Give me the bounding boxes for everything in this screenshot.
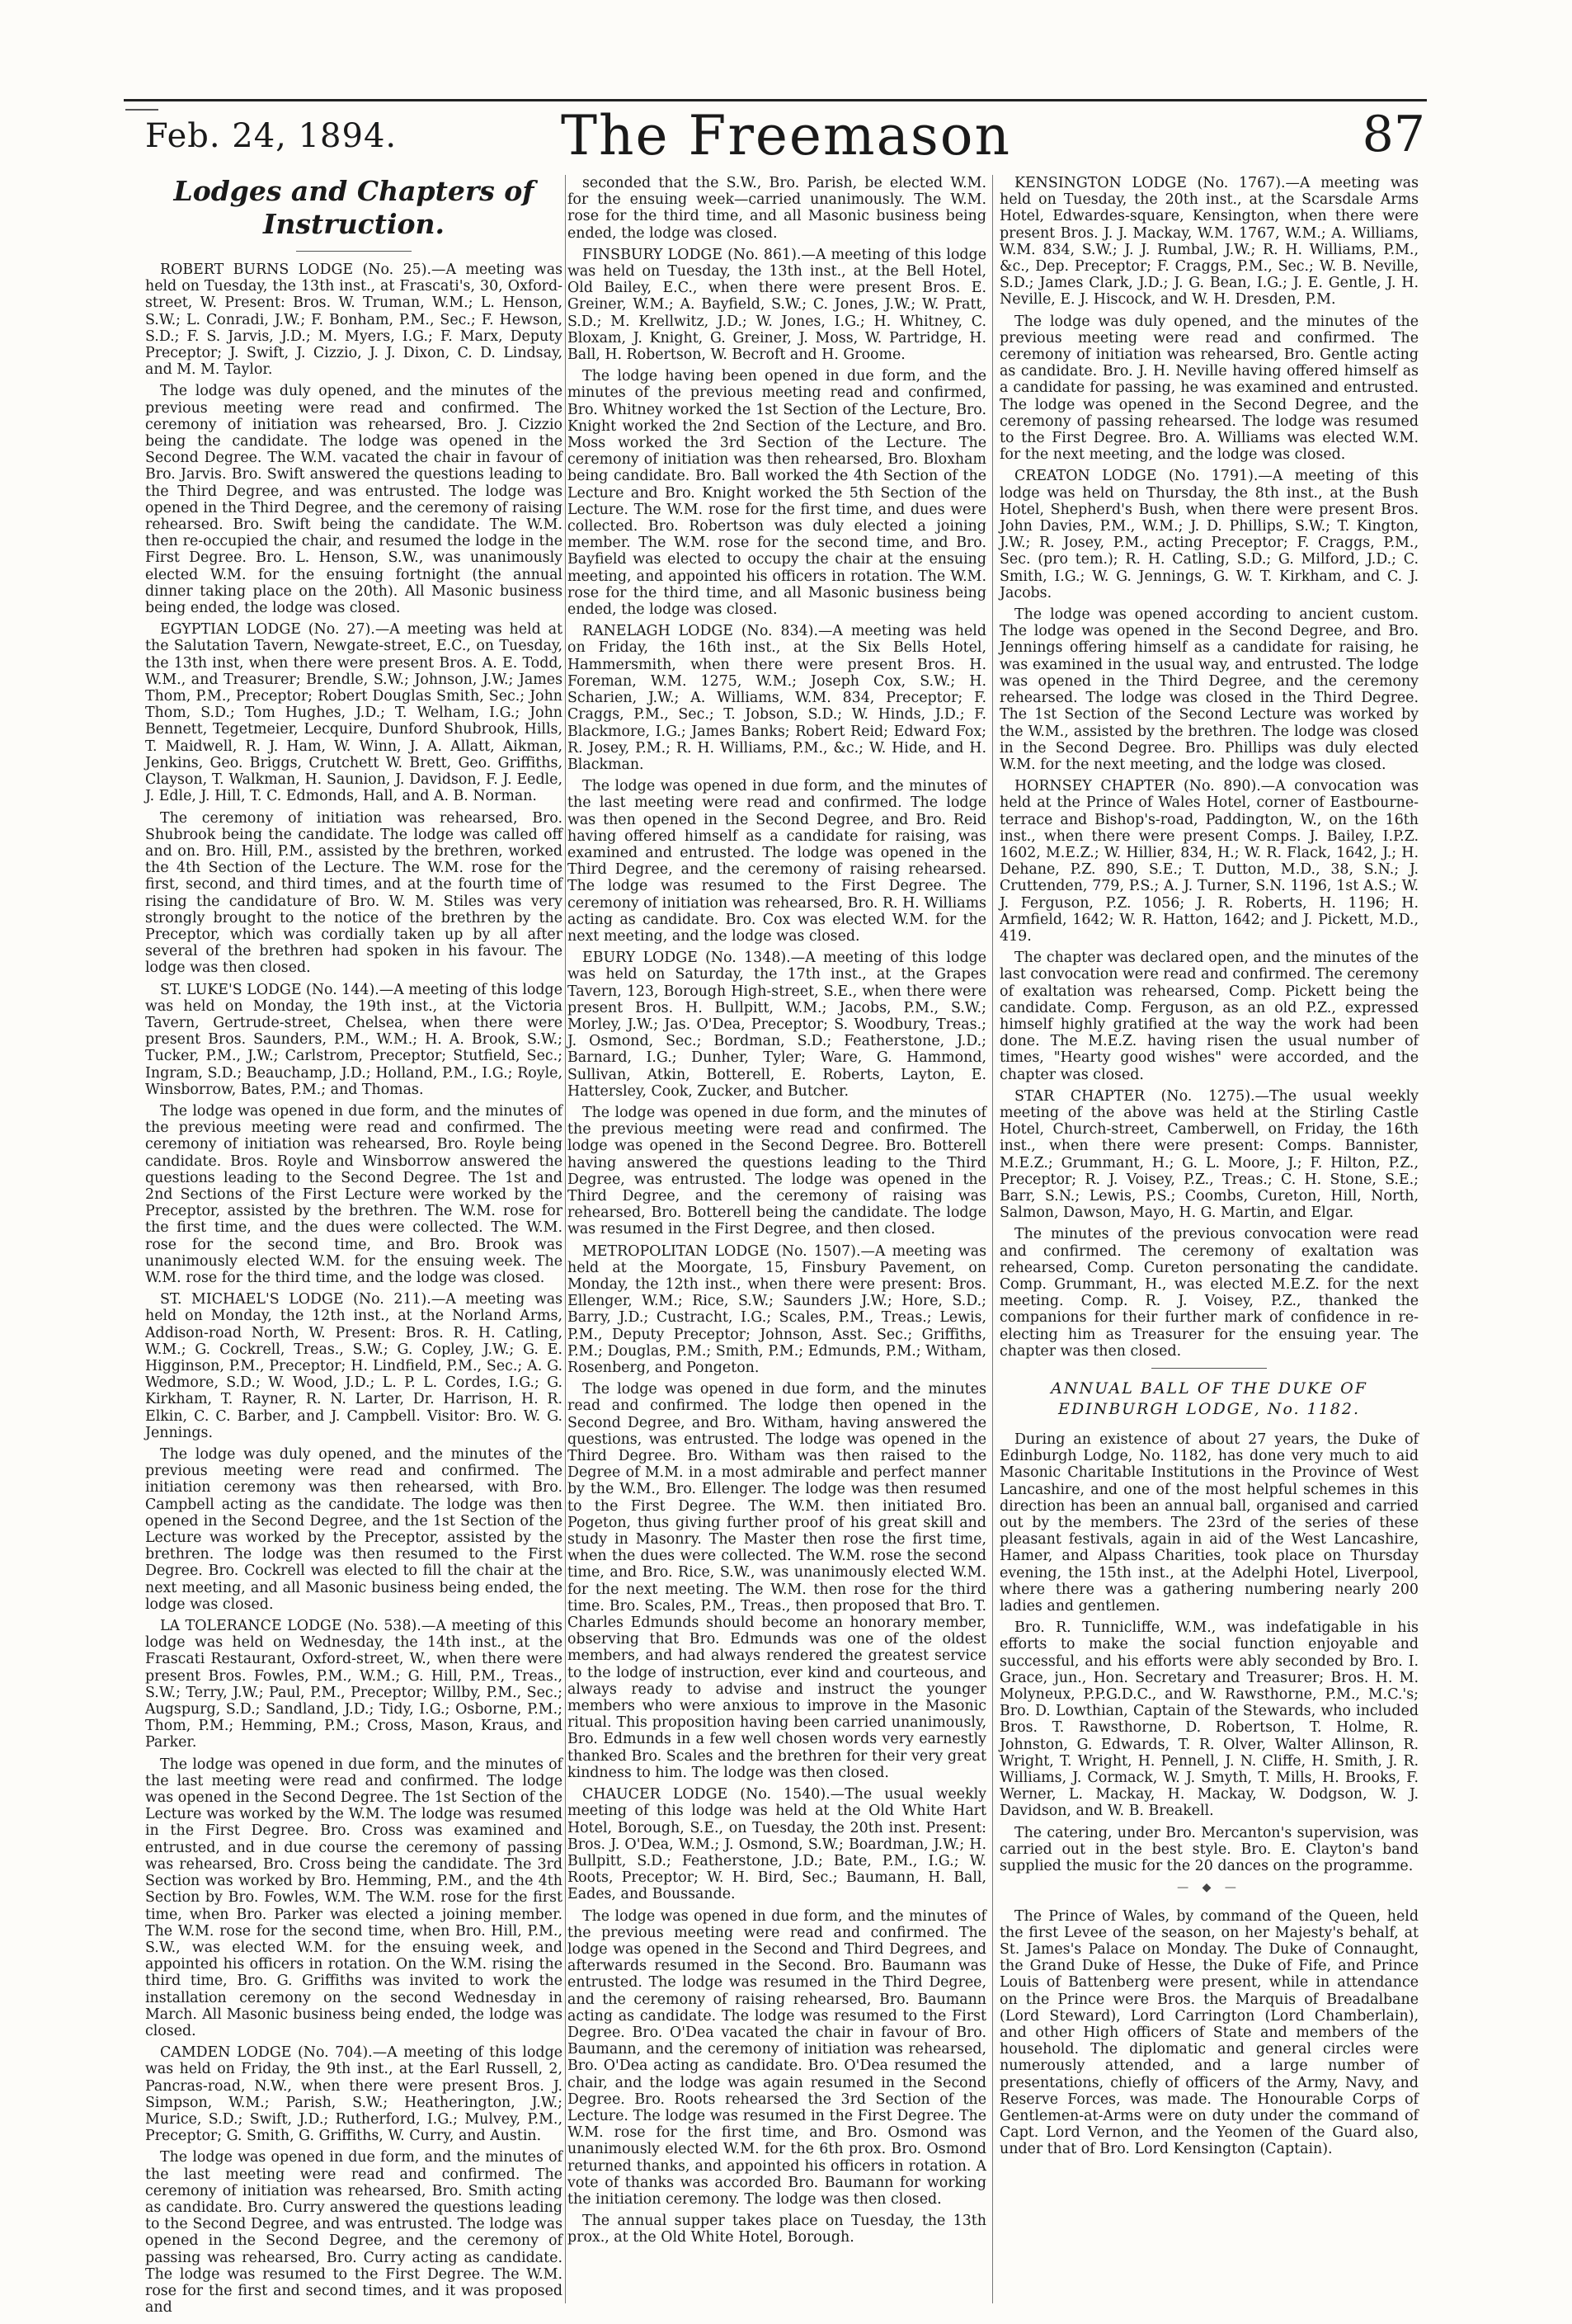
ball-divider	[1151, 1368, 1267, 1369]
article-paragraph: EBURY LODGE (No. 1348).—A meeting of this lodge was held on Saturday, the 17th inst., at the Grapes Tavern, 123, Borough High-street, S.E., when there were present Bros. H. Bullpitt, W.M.; Jacobs, P.M., S.W.; Morley, J.W.; Jas. O'Dea, Preceptor; S. Woodbury, Treas.; J. Osmond, Sec.; Bordman, S.D.; Featherstone, J.D.; Barnard, I.G.; Dunher, Tyler; Ware, G. Hammond, Sullivan, Atkin, Botterell, E. Roberts, Layton, E. Hattersley, Cook, Zucker, and Butcher.	[567, 950, 986, 1100]
column-3	[1000, 175, 1419, 2163]
ball-article-title	[1000, 1379, 1419, 1420]
section-title: Lodges and Chapters of Instruction.	[173, 175, 534, 240]
article-paragraph: The lodge was duly opened, and the minutes of the previous meeting were read and confirmed. The ceremony of initiation was rehearsed, Bro. Gentle acting as candidate. Bro. J. H. Neville having offered himself as a candidate for passing, he was examined and entrusted. The lodge was opened in the Second Degree, and the ceremony of passing rehearsed. The lodge was resumed to the First Degree. Bro. A. Williams was elected W.M. for the next meeting, and the lodge was closed.	[1000, 313, 1419, 464]
article-paragraph: The lodge was opened in due form, and the minutes of the last meeting were read and confirmed. The lodge was opened in the Second Degree. The 1st Section of the Lecture was worked by the W.M. The lodge was resumed in the First Degree. Bro. Cross was examined and entrusted, and in due course the ceremony of passing was rehearsed, Bro. Cross being the candidate. The 3rd Section was worked by Bro. Hemming, P.M., and the 4th Section by Bro. Fowles, W.M. The W.M. rose for the first time, when Bro. Parker was elected a joining member. The W.M. rose for the second time, when Bro. Hill, P.M., S.W., was elected W.M. for the ensuing week, and appointed his officers in rotation. On the W.M. rising the third time, Bro. G. Griffiths was invited to work the installation ceremony on the second Wednesday in March. All Masonic business being ended, the lodge was closed.	[145, 1756, 562, 2039]
article-paragraph: The lodge having been opened in due form, and the minutes of the previous meeting read and confirmed, Bro. Whitney worked the 1st Section of the Lecture, Bro. Knight worked the 2nd Section of the Lecture, and Bro. Moss worked the 3rd Section of the Lecture. The ceremony of initiation was then rehearsed, Bro. Bloxham being candidate. Bro. Ball worked the 4th Section of the Lecture and Bro. Knight worked the 5th Section of the Lecture. The W.M. rose for the first time, and dues were collected. Bro. Robertson was duly elected a joining member. The W.M. rose for the second time, and Bro. Bayfield was elected to occupy the chair at the ensuing meeting, and appointed his officers in rotation. The W.M. rose for the third time, and all Masonic business being ended, the lodge was closed.	[567, 368, 986, 619]
article-paragraph: The annual supper takes place on Tuesday, the 13th prox., at the Old White Hotel, Borough.	[567, 2213, 986, 2246]
column-rule-2	[992, 175, 993, 2303]
article-paragraph: ST. MICHAEL'S LODGE (No. 211).—A meeting was held on Monday, the 12th inst., at the Norland Arms, Addison-road North, W. Present: Bros. R. H. Catling, W.M.; G. Cockrell, Treas., S.W.; G. Copley, J.W.; G. E. Higginson, P.M., Preceptor; H. Lindfield, P.M., Sec.; A. G. Wedmore, S.D.; W. Wood, J.D.; L. P. L. Cordes, I.G.; G. Kirkham, T. Rayner, R. N. Larter, Dr. Harrison, H. R. Elkin, C. C. Barber, and J. Campbell. Visitor: Bro. W. G. Jennings.	[145, 1291, 562, 1441]
page-number: 87	[1362, 106, 1425, 163]
article-paragraph: The lodge was opened in due form, and the minutes of the previous meeting were read and confirmed. The lodge was opened in the Second Degree. Bro. Botterell having answered the questions leading to the Third Degree, was entrusted. The lodge was opened in the Third Degree, and the ceremony of raising was rehearsed, Bro. Botterell being the candidate. The lodge was resumed in the First Degree, and then closed.	[567, 1104, 986, 1238]
title-divider	[296, 251, 412, 252]
article-paragraph: The lodge was opened in due form, and the minutes of the previous meeting were read and confirmed. The lodge was opened in the Second and Third Degrees, and afterwards resumed in the Second. Bro. Baumann was entrusted. The lodge was resumed in the Third Degree, and the ceremony of raising rehearsed, Bro. Baumann acting as candidate. The lodge was resumed to the First Degree. Bro. O'Dea vacated the chair in favour of Bro. Baumann, and the ceremony of initiation was rehearsed, Bro. O'Dea acting as candidate. Bro. O'Dea resumed the chair, and the lodge was again resumed in the Second Degree. Bro. Roots rehearsed the 3rd Section of the Lecture. The lodge was resumed in the First Degree. The W.M. rose for the first time, and Bro. Osmond was unanimously elected W.M. for the 6th prox. Bro. Osmond returned thanks, and appointed his officers in rotation. A vote of thanks was accorded Bro. Baumann for working the initiation ceremony. The lodge was then closed.	[567, 1907, 986, 2208]
article-paragraph: ST. LUKE'S LODGE (No. 144).—A meeting of this lodge was held on Monday, the 19th inst., at the Victoria Tavern, Gertrude-street, Chelsea, when there were present Bros. Saunders, P.M., W.M.; H. A. Brook, S.W.; Tucker, P.M., J.W.; Carlstrom, Preceptor; Stutfield, Sec.; Ingram, S.D.; Beauchamp, J.D.; Holland, P.M., I.G.; Royle, Winsborrow, Bates, P.M.; and Thomas.	[145, 981, 562, 1098]
article-paragraph: LA TOLERANCE LODGE (No. 538).—A meeting of this lodge was held on Wednesday, the 14th inst., at the Frascati Restaurant, Oxford-street, W., when there were present Bros. Fowles, P.M., W.M.; G. Hill, P.M., Treas., S.W.; Terry, J.W.; Paul, P.M., Preceptor; Willby, P.M., Sec.; Augspurg, S.D.; Sandland, J.D.; Tidy, I.G.; Osborne, P.M.; Thom, P.M.; Hemming, P.M.; Cross, Mason, Kraus, and Parker.	[145, 1618, 562, 1751]
masthead-title: The Freemason	[560, 104, 1012, 167]
column-1	[145, 175, 562, 2321]
article-paragraph: RANELAGH LODGE (No. 834).—A meeting was held on Friday, the 16th inst., at the Six Bells Hotel, Hammersmith, when there were present Bros. H. Foreman, W.M. 1275, W.M.; Joseph Cox, S.W.; H. Scharien, J.W.; A. Williams, W.M. 834, Preceptor; F. Craggs, P.M., Sec.; T. Jobson, S.D.; W. Hinds, J.D.; F. Blackmore, I.G.; James Banks; Robert Reid; Edward Fox; R. Josey, P.M.; R. H. Williams, P.M., &c.; W. Hide, and H. Blackman.	[567, 623, 986, 773]
ball-title-line-2: EDINBURGH LODGE, No. 1182.	[1057, 1400, 1361, 1419]
article-paragraph: The lodge was duly opened, and the minutes of the previous meeting were read and confirmed. The ceremony of initiation was rehearsed, Bro. J. Cizzio being the candidate. The lodge was opened in the Second Degree. The W.M. vacated the chair in favour of Bro. Jarvis. Bro. Swift answered the questions leading to the Third Degree, and was entrusted. The lodge was opened in the Third Degree, and the ceremony of raising rehearsed. Bro. Swift being the candidate. The W.M. then re-occupied the chair, and resumed the lodge in the First Degree. Bro. L. Henson, S.W., was unanimously elected W.M. for the ensuing fortnight (the annual dinner taking place on the 20th). All Masonic business being ended, the lodge was closed.	[145, 383, 562, 617]
article-paragraph: The chapter was declared open, and the minutes of the last convocation were read and confirmed. The ceremony of exaltation was rehearsed, Comp. Pickett being the candidate. Comp. Ferguson, as an old P.Z., expressed himself highly gratified at the way the work had been done. The M.E.Z. having risen the usual number of times, "Hearty good wishes" were accorded, and the chapter was closed.	[1000, 950, 1419, 1083]
article-paragraph: The lodge was opened according to ancient custom. The lodge was opened in the Second Degree, and Bro. Jennings offering himself as a candidate for raising, he was examined in the usual way, and entrusted. The lodge was opened in the Third Degree, and the ceremony rehearsed. The lodge was closed in the Third Degree. The 1st Section of the Second Lecture was worked by the W.M., assisted by the brethren. The lodge was closed in the Second Degree. Bro. Phillips was duly elected W.M. for the next meeting, and the lodge was closed.	[1000, 606, 1419, 773]
article-paragraph: The catering, under Bro. Mercanton's supervision, was carried out in the best style. Bro. E. Clayton's band supplied the music for the 20 dances on the programme.	[1000, 1824, 1419, 1875]
issue-date: Feb. 24, 1894.	[145, 117, 398, 155]
ball-title-line-1: ANNUAL BALL OF THE DUKE OF	[1051, 1379, 1367, 1398]
article-paragraph: METROPOLITAN LODGE (No. 1507).—A meeting was held at the Moorgate, 15, Finsbury Pavement, on Monday, the 12th inst., when there were present: Bros. Ellenger, W.M.; Rice, S.W.; Saunders J.W.; Hore, S.D.; Barry, J.D.; Custracht, I.G.; Scales, P.M., Treas.; Lewis, P.M., Deputy Preceptor; Johnson, Asst. Sec.; Griffiths, P.M.; Douglas, P.M.; Smith, P.M.; Edmunds, P.M.; Witham, Rosenberg, and Pongeton.	[567, 1242, 986, 1377]
article-paragraph: The lodge was opened in due form, and the minutes read and confirmed. The lodge then opened in the Second Degree, and Bro. Witham, having answered the questions, was entrusted. The lodge was opened in the Third Degree. Bro. Witham was then raised to the Degree of M.M. in a most admirable and perfect manner by the W.M., Bro. Ellenger. The lodge was then resumed to the First Degree. The W.M. then initiated Bro. Pogeton, thus giving further proof of his great skill and study in Masonry. The Master then rose the first time, when the dues were collected. The W.M. rose the second time, and Bro. Rice, S.W., was unanimously elected W.M. for the next meeting. The W.M. then rose for the third time. Bro. Scales, P.M., Treas., then proposed that Bro. T. Charles Edmunds should become an honorary member, observing that Bro. Edmunds was one of the oldest members, and had always rendered the greatest service to the lodge of instruction, ever kind and courteous, and always ready to advise and instruct the younger members who were anxious to improve in the Masonic ritual. This proposition having been carried unanimously, Bro. Edmunds in a few well chosen words very earnestly thanked Bro. Scales and the brethren for their very great kindness to him. The lodge was then closed.	[567, 1381, 986, 1781]
column-2	[567, 175, 986, 2251]
article-paragraph: CREATON LODGE (No. 1791).—A meeting of this lodge was held on Thursday, the 8th inst., at the Bush Hotel, Shepherd's Bush, when there were present Bros. John Davies, P.M., W.M.; J. D. Phillips, S.W.; T. Kington, J.W.; R. Josey, P.M., acting Preceptor; F. Craggs, P.M., Sec. (pro tem.); R. H. Catling, S.D.; G. Milford, J.D.; C. Smith, I.G.; W. G. Jennings, G. W. T. Kirkham, and C. J. Jacobs.	[1000, 468, 1419, 601]
article-paragraph: EGYPTIAN LODGE (No. 27).—A meeting was held at the Salutation Tavern, Newgate-street, E.C., on Tuesday, the 13th inst, when there were present Bros. A. E. Todd, W.M., and Treasurer; Brendle, S.W.; Johnson, J.W.; James Thom, P.M., Preceptor; Robert Douglas Smith, Sec.; John Thom, S.D.; Tom Hughes, J.D.; T. Welham, I.G.; John Bennett, Tegetmeier, Lecquire, Dunford Shubrook, Hills, T. Maidwell, R. J. Ham, W. Winn, J. A. Allatt, Aikman, Jenkins, Geo. Briggs, Crutchett W. Brett, Geo. Griffiths, Clayson, T. Walkman, H. Saunion, J. Davidson, F. J. Eedle, J. Edle, J. Hill, T. C. Edmonds, Hall, and A. B. Norman.	[145, 621, 562, 805]
article-paragraph: FINSBURY LODGE (No. 861).—A meeting of this lodge was held on Tuesday, the 13th inst., at the Bell Hotel, Old Bailey, E.C., when there were present Bros. E. Greiner, W.M.; A. Bayfield, S.W.; C. Jones, J.W.; W. Pratt, S.D.; M. Krellwitz, J.D.; W. Jones, I.G.; H. Whitney, C. Bloxam, J. Knight, G. Greiner, J. Moss, W. Partridge, H. Ball, H. Robertson, W. Becroft and H. Groome.	[567, 246, 986, 364]
article-paragraph: ROBERT BURNS LODGE (No. 25).—A meeting was held on Tuesday, the 13th inst., at Frascati's, 30, Oxford-street, W. Present: Bros. W. Truman, W.M.; L. Henson, S.W.; L. Conradi, J.W.; F. Bonham, P.M., Sec.; F. Hewson, S.D.; F. S. Jarvis, J.D.; M. Myers, I.G.; F. Marx, Deputy Preceptor; J. Swift, J. Cizzio, J. J. Dixon, C. D. Lindsay, and M. M. Taylor.	[145, 262, 562, 379]
article-paragraph: The lodge was opened in due form, and the minutes of the last meeting were read and confirmed. The ceremony of initiation was rehearsed, Bro. Smith acting as candidate. Bro. Curry answered the questions leading to the Second Degree, and was entrusted. The lodge was opened in the Second Degree, and the ceremony of passing was rehearsed, Bro. Curry acting as candidate. The lodge was resumed to the First Degree. The W.M. rose for the first and second times, and it was proposed and	[145, 2149, 562, 2317]
article-paragraph: CAMDEN LODGE (No. 704).—A meeting of this lodge was held on Friday, the 9th inst., at the Earl Russell, 2, Pancras-road, N.W., when there were present Bros. J. Simpson, W.M.; Parish, S.W.; Heatherington, J.W.; Murice, S.D.; Swift, J.D.; Rutherford, I.G.; Mulvey, P.M., Preceptor; G. Smith, G. Griffiths, W. Curry, and Austin.	[145, 2044, 562, 2145]
column-rule-1	[565, 175, 566, 2303]
article-paragraph: The lodge was duly opened, and the minutes of the previous meeting were read and confirmed. The initiation ceremony was then rehearsed, with Bro. Campbell acting as the candidate. The lodge was then opened in the Second Degree, and the 1st Section of the Lecture was worked by the Preceptor, assisted by the brethren. The lodge was then resumed to the First Degree. Bro. Cockrell was elected to fill the chair at the next meeting, and all Masonic business being ended, the lodge was closed.	[145, 1446, 562, 1613]
ornament-divider: — ◆ —	[1177, 1881, 1241, 1895]
article-paragraph: The lodge was opened in due form, and the minutes of the previous meeting were read and confirmed. The ceremony of initiation was rehearsed, Bro. Royle being candidate. Bros. Royle and Winsborrow answered the questions leading to the Second Degree. The 1st and 2nd Sections of the First Lecture were worked by the Preceptor, assisted by the brethren. The W.M. rose for the first time, and the dues were collected. The W.M. rose for the second time, and Bro. Brook was unanimously elected W.M. for the ensuing week. The W.M. rose for the third time, and the lodge was closed.	[145, 1102, 562, 1286]
article-paragraph: CHAUCER LODGE (No. 1540).—The usual weekly meeting of this lodge was held at the Old White Hart Hotel, Borough, S.E., on Tuesday, the 20th inst. Present: Bros. J. O'Dea, W.M.; J. Osmond, S.W.; Boardman, J.W.; H. Bullpitt, S.D.; Featherstone, J.D.; Bate, P.M., I.G.; W. Roots, Preceptor; W. H. Bird, Sec.; Baumann, H. Ball, Eades, and Boussande.	[567, 1786, 986, 1903]
article-paragraph: Bro. R. Tunnicliffe, W.M., was indefatigable in his efforts to make the social function enjoyable and successful, and his efforts were ably seconded by Bro. I. Grace, jun., Hon. Secretary and Treasurer; Bros. H. M. Molyneux, P.P.G.D.C., and W. Rawsthorne, P.M., M.C.'s; Bro. D. Lowthian, Captain of the Stewards, who included Bros. T. Rawsthorne, D. Robertson, T. Holme, R. Johnston, G. Edwards, T. R. Olver, Walter Allinson, R. Wright, T. Wright, H. Pennell, J. N. Cliffe, H. Smith, J. R. Williams, J. Cormack, W. J. Smyth, T. Mills, H. Brooks, F. Werner, L. Mackay, H. Mackay, W. Dodgson, W. J. Davidson, and W. B. Breakell.	[1000, 1619, 1419, 1820]
article-paragraph: HORNSEY CHAPTER (No. 890).—A convocation was held at the Prince of Wales Hotel, corner of Eastbourne-terrace and Bishop's-road, Paddington, W., on the 16th inst., when there were present Comps. J. Bailey, I.P.Z. 1602, M.E.Z.; W. Hillier, 834, H.; W. R. Flack, 1642, J.; H. Dehane, P.Z. 890, S.E.; T. Dutton, M.D., 38, S.N.; J. Cruttenden, 779, P.S.; A. J. Turner, S.N. 1196, 1st A.S.; W. J. Ferguson, P.Z. 1056; J. R. Roberts, H. 1196; H. Armfield, 1642; W. R. Hatton, 1642; and J. Pickett, M.D., 419.	[1000, 778, 1419, 945]
article-paragraph: The Prince of Wales, by command of the Queen, held the first Levee of the season, on her Majesty's behalf, at St. James's Palace on Monday. The Duke of Connaught, the Grand Duke of Hesse, the Duke of Fife, and Prince Louis of Battenberg were present, while in attendance on the Prince were Bros. the Marquis of Breadalbane (Lord Steward), Lord Carrington (Lord Chamberlain), and other High officers of State and members of the household. The diplomatic and general circles were numerously attended, and a large number of presentations, chiefly of officers of the Army, Navy, and Reserve Forces, was made. The Honourable Corps of Gentlemen-at-Arms were on duty under the command of Capt. Lord Vernon, and the Yeomen of the Guard also, under that of Bro. Lord Kensington (Captain).	[1000, 1907, 1419, 2158]
article-paragraph: The lodge was opened in due form, and the minutes of the last meeting were read and confirmed. The lodge was then opened in the Second Degree, and Bro. Reid having offered himself as a candidate for raising, was examined and entrusted. The lodge was opened in the Third Degree, and the ceremony of raising rehearsed. The lodge was resumed to the First Degree. The ceremony of initiation was rehearsed, Bro. R. H. Williams acting as candidate. Bro. Cox was elected W.M. for the next meeting, and the lodge was closed.	[567, 778, 986, 945]
article-paragraph: The ceremony of initiation was rehearsed, Bro. Shubrook being the candidate. The lodge was called off and on. Bro. Hill, P.M., assisted by the brethren, worked the 4th Section of the Lecture. The W.M. rose for the first, second, and third times, and at the fourth time of rising the candidature of Bro. W. M. Stiles was very strongly brought to the notice of the brethren by the Preceptor, which was cordially taken up by all after several of the brethren had spoken in his favour. The lodge was then closed.	[145, 809, 562, 977]
header-rule	[124, 99, 1427, 101]
article-paragraph: KENSINGTON LODGE (No. 1767).—A meeting was held on Tuesday, the 20th inst., at the Scarsdale Arms Hotel, Edwardes-square, Kensington, when there were present Bros. J. J. Mackay, W.M. 1767, W.M.; A. Williams, W.M. 834, S.W.; J. J. Rumbal, J.W.; R. H. Williams, P.M., &c., Dep. Preceptor; F. Craggs, P.M., Sec.; W. B. Neville, S.D.; James Clark, J.D.; J. G. Bean, I.G.; J. E. Gentle, J. H. Neville, E. J. Hiscock, and W. H. Dresden, P.M.	[1000, 175, 1419, 309]
article-paragraph: During an existence of about 27 years, the Duke of Edinburgh Lodge, No. 1182, has done very much to aid Masonic Charitable Institutions in the Province of West Lancashire, and one of the most helpful schemes in this direction has been an annual ball, organised and carried out by the members. The 23rd of the series of these pleasant festivals, again in aid of the West Lancashire, Hamer, and Alpass Charities, took place on Thursday evening, the 15th inst., at the Adelphi Hotel, Liverpool, where there was a gathering numbering nearly 200 ladies and gentlemen.	[1000, 1431, 1419, 1615]
article-paragraph: The minutes of the previous convocation were read and confirmed. The ceremony of exaltation was rehearsed, Comp. Cureton personating the candidate. Comp. Grummant, H., was elected M.E.Z. for the next meeting. Comp. R. J. Voisey, P.Z., thanked the companions for their further mark of confidence in re-electing him as Treasurer for the ensuing year. The chapter was then closed.	[1000, 1226, 1419, 1360]
article-paragraph: seconded that the S.W., Bro. Parish, be elected W.M. for the ensuing week—carried unanimously. The W.M. rose for the third time, and all Masonic business being ended, the lodge was closed.	[567, 175, 986, 242]
article-paragraph: STAR CHAPTER (No. 1275).—The usual weekly meeting of the above was held at the Stirling Castle Hotel, Church-street, Camberwell, on Friday, the 16th inst., when there were present: Comps. Bannister, M.E.Z.; Grummant, H.; G. L. Moore, J.; F. Hilton, P.Z., Preceptor; R. J. Voisey, P.Z., Treas.; C. H. Stone, S.E.; Barr, S.N.; Lewis, P.S.; Coombs, Cureton, Hill, North, Salmon, Dawson, Mayo, H. G. Martin, and Elgar.	[1000, 1087, 1419, 1222]
